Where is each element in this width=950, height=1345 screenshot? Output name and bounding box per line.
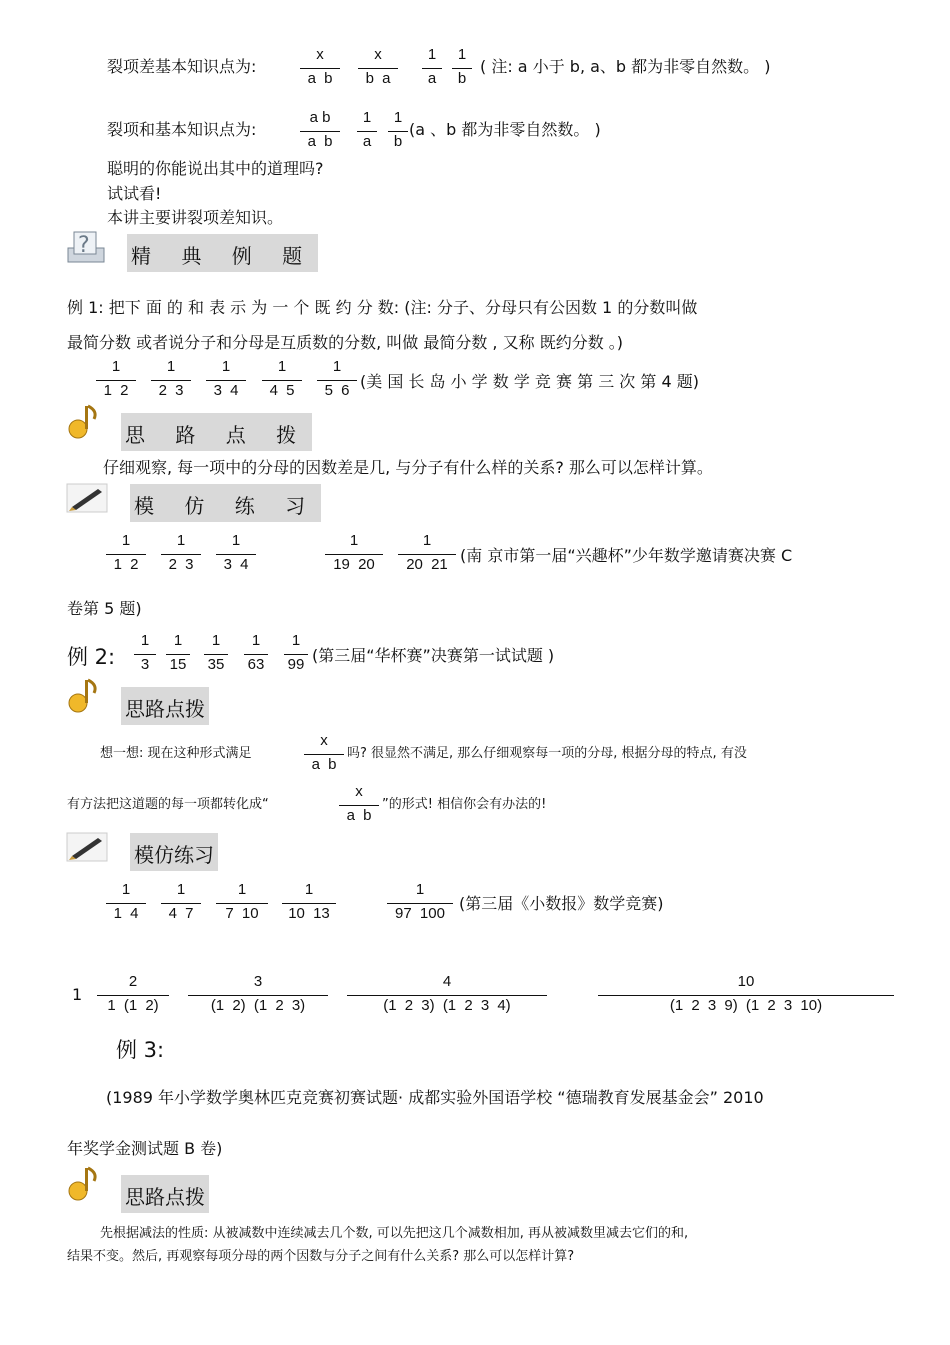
- example2-fraction-3: 1 35: [204, 632, 228, 678]
- hint1-text: 仔细观察, 每一项中的分母的因数差是几, 与分子有什么样的关系? 那么可以怎样计算。: [103, 458, 713, 477]
- practice1-fraction-4: 1 19 20: [325, 532, 383, 578]
- example3-fraction-2: 3 (1 2) (1 2 3): [188, 973, 328, 1019]
- hint2-line2-start: 有方法把这道题的每一项都转化成“: [67, 797, 269, 812]
- sum-fraction-2: 1 a: [357, 109, 377, 155]
- practice2-fraction-4: 1 10 13: [282, 881, 336, 927]
- diff-knowledge-label: 裂项差基本知识点为:: [107, 57, 257, 76]
- sum-fraction-1: a b a b: [300, 109, 340, 155]
- hint2-fraction-1: x a b: [304, 732, 344, 778]
- example3-source-line1: (1989 年小学数学奥林匹克竞赛初赛试题· 成都实验外国语学校 “德瑞教育发展基金会” 2010: [106, 1088, 764, 1107]
- example2-fraction-5: 1 99: [284, 632, 308, 678]
- hint2-line1-start: 想一想: 现在这种形式满足: [100, 746, 252, 761]
- practice1-fraction-1: 1 1 2: [106, 532, 146, 578]
- question-book-icon: [66, 228, 106, 266]
- music-note-icon: [66, 1165, 102, 1201]
- practice1-source-cont: 卷第 5 题): [67, 599, 142, 618]
- hint1-title: 思 路 点 拨: [121, 413, 312, 451]
- diff-fraction-4: 1 b: [452, 46, 472, 92]
- practice1-fraction-5: 1 20 21: [398, 532, 456, 578]
- example3-fraction-1: 2 1 (1 2): [97, 973, 169, 1019]
- example1-fraction-1: 1 1 2: [96, 358, 136, 404]
- hint3-line1: 先根据减法的性质: 从被减数中连续减去几个数, 可以先把这几个减数相加, 再从被减数里减去它们的和,: [100, 1226, 689, 1241]
- example1-source: (美 国 长 岛 小 学 数 学 竞 赛 第 三 次 第 4 题): [360, 372, 699, 391]
- example1-fraction-2: 1 2 3: [151, 358, 191, 404]
- intro-line-1: 聪明的你能说出其中的道理吗?: [107, 159, 324, 178]
- hint2-fraction-2: x a b: [339, 783, 379, 829]
- practice2-fraction-2: 1 4 7: [161, 881, 201, 927]
- diff-fraction-2: x b a: [358, 46, 398, 92]
- hint2-line1-end: 吗? 很显然不满足, 那么仔细观察每一项的分母, 根据分母的特点, 有没: [347, 746, 747, 761]
- section-title-classic: 精 典 例 题: [127, 234, 318, 272]
- music-note-icon: [66, 677, 102, 713]
- example2-fraction-1: 1 3: [134, 632, 156, 678]
- practice2-fraction-5: 1 97 100: [387, 881, 453, 927]
- example1-fraction-3: 1 3 4: [206, 358, 246, 404]
- sum-fraction-3: 1 b: [388, 109, 408, 155]
- example1-text-line1: 例 1: 把下 面 的 和 表 示 为 一 个 既 约 分 数: (注: 分子、分母只有公因数 1 的分数叫做: [67, 298, 698, 317]
- practice2-fraction-3: 1 7 10: [216, 881, 268, 927]
- example3-source-line2: 年奖学金测试题 B 卷): [67, 1139, 223, 1158]
- pen-icon: [66, 483, 108, 513]
- practice2-fraction-1: 1 1 4: [106, 881, 146, 927]
- pen-icon: [66, 832, 108, 862]
- example1-fraction-5: 1 5 6: [317, 358, 357, 404]
- example3-label: 例 3:: [116, 1038, 165, 1062]
- practice2-title: 模仿练习: [130, 833, 218, 871]
- sum-note: (a 、b 都为非零自然数。 ): [409, 120, 601, 139]
- intro-line-3: 本讲主要讲裂项差知识。: [107, 208, 284, 227]
- intro-line-2: 试试看!: [107, 184, 162, 203]
- music-note-icon: [66, 403, 102, 439]
- example3-fraction-4: 10 (1 2 3 9) (1 2 3 10): [598, 973, 894, 1019]
- example1-fraction-4: 1 4 5: [262, 358, 302, 404]
- example2-fraction-4: 1 63: [244, 632, 268, 678]
- practice1-title: 模 仿 练 习: [130, 484, 321, 522]
- svg-text:?: ?: [78, 233, 90, 258]
- example3-fraction-3: 4 (1 2 3) (1 2 3 4): [347, 973, 547, 1019]
- hint2-line2-end: ”的形式! 相信你会有办法的!: [382, 797, 547, 812]
- diff-fraction-3: 1 a: [422, 46, 442, 92]
- example1-text-line2: 最简分数 或者说分子和分母是互质数的分数, 叫做 最简分数 , 又称 既约分数 。): [67, 333, 624, 352]
- hint3-line2: 结果不变。然后, 再观察每项分母的两个因数与分子之间有什么关系? 那么可以怎样计算?: [67, 1249, 575, 1264]
- example2-label: 例 2:: [67, 645, 116, 669]
- diff-note: ( 注: a 小于 b, a、b 都为非零自然数。 ): [480, 57, 771, 76]
- hint3-title: 思路点拨: [121, 1175, 209, 1213]
- practice1-source: (南 京市第一届“兴趣杯”少年数学邀请赛决赛 C: [460, 546, 793, 565]
- sum-knowledge-label: 裂项和基本知识点为:: [107, 120, 257, 139]
- example3-lead-number: 1: [72, 985, 83, 1004]
- practice1-fraction-3: 1 3 4: [216, 532, 256, 578]
- example2-fraction-2: 1 15: [166, 632, 190, 678]
- practice2-source: (第三届《小数报》数学竞赛): [459, 894, 664, 913]
- practice1-fraction-2: 1 2 3: [161, 532, 201, 578]
- example2-source: (第三届“华杯赛”决赛第一试试题 ): [312, 646, 555, 665]
- diff-fraction-1: x a b: [300, 46, 340, 92]
- hint2-title: 思路点拨: [121, 687, 209, 725]
